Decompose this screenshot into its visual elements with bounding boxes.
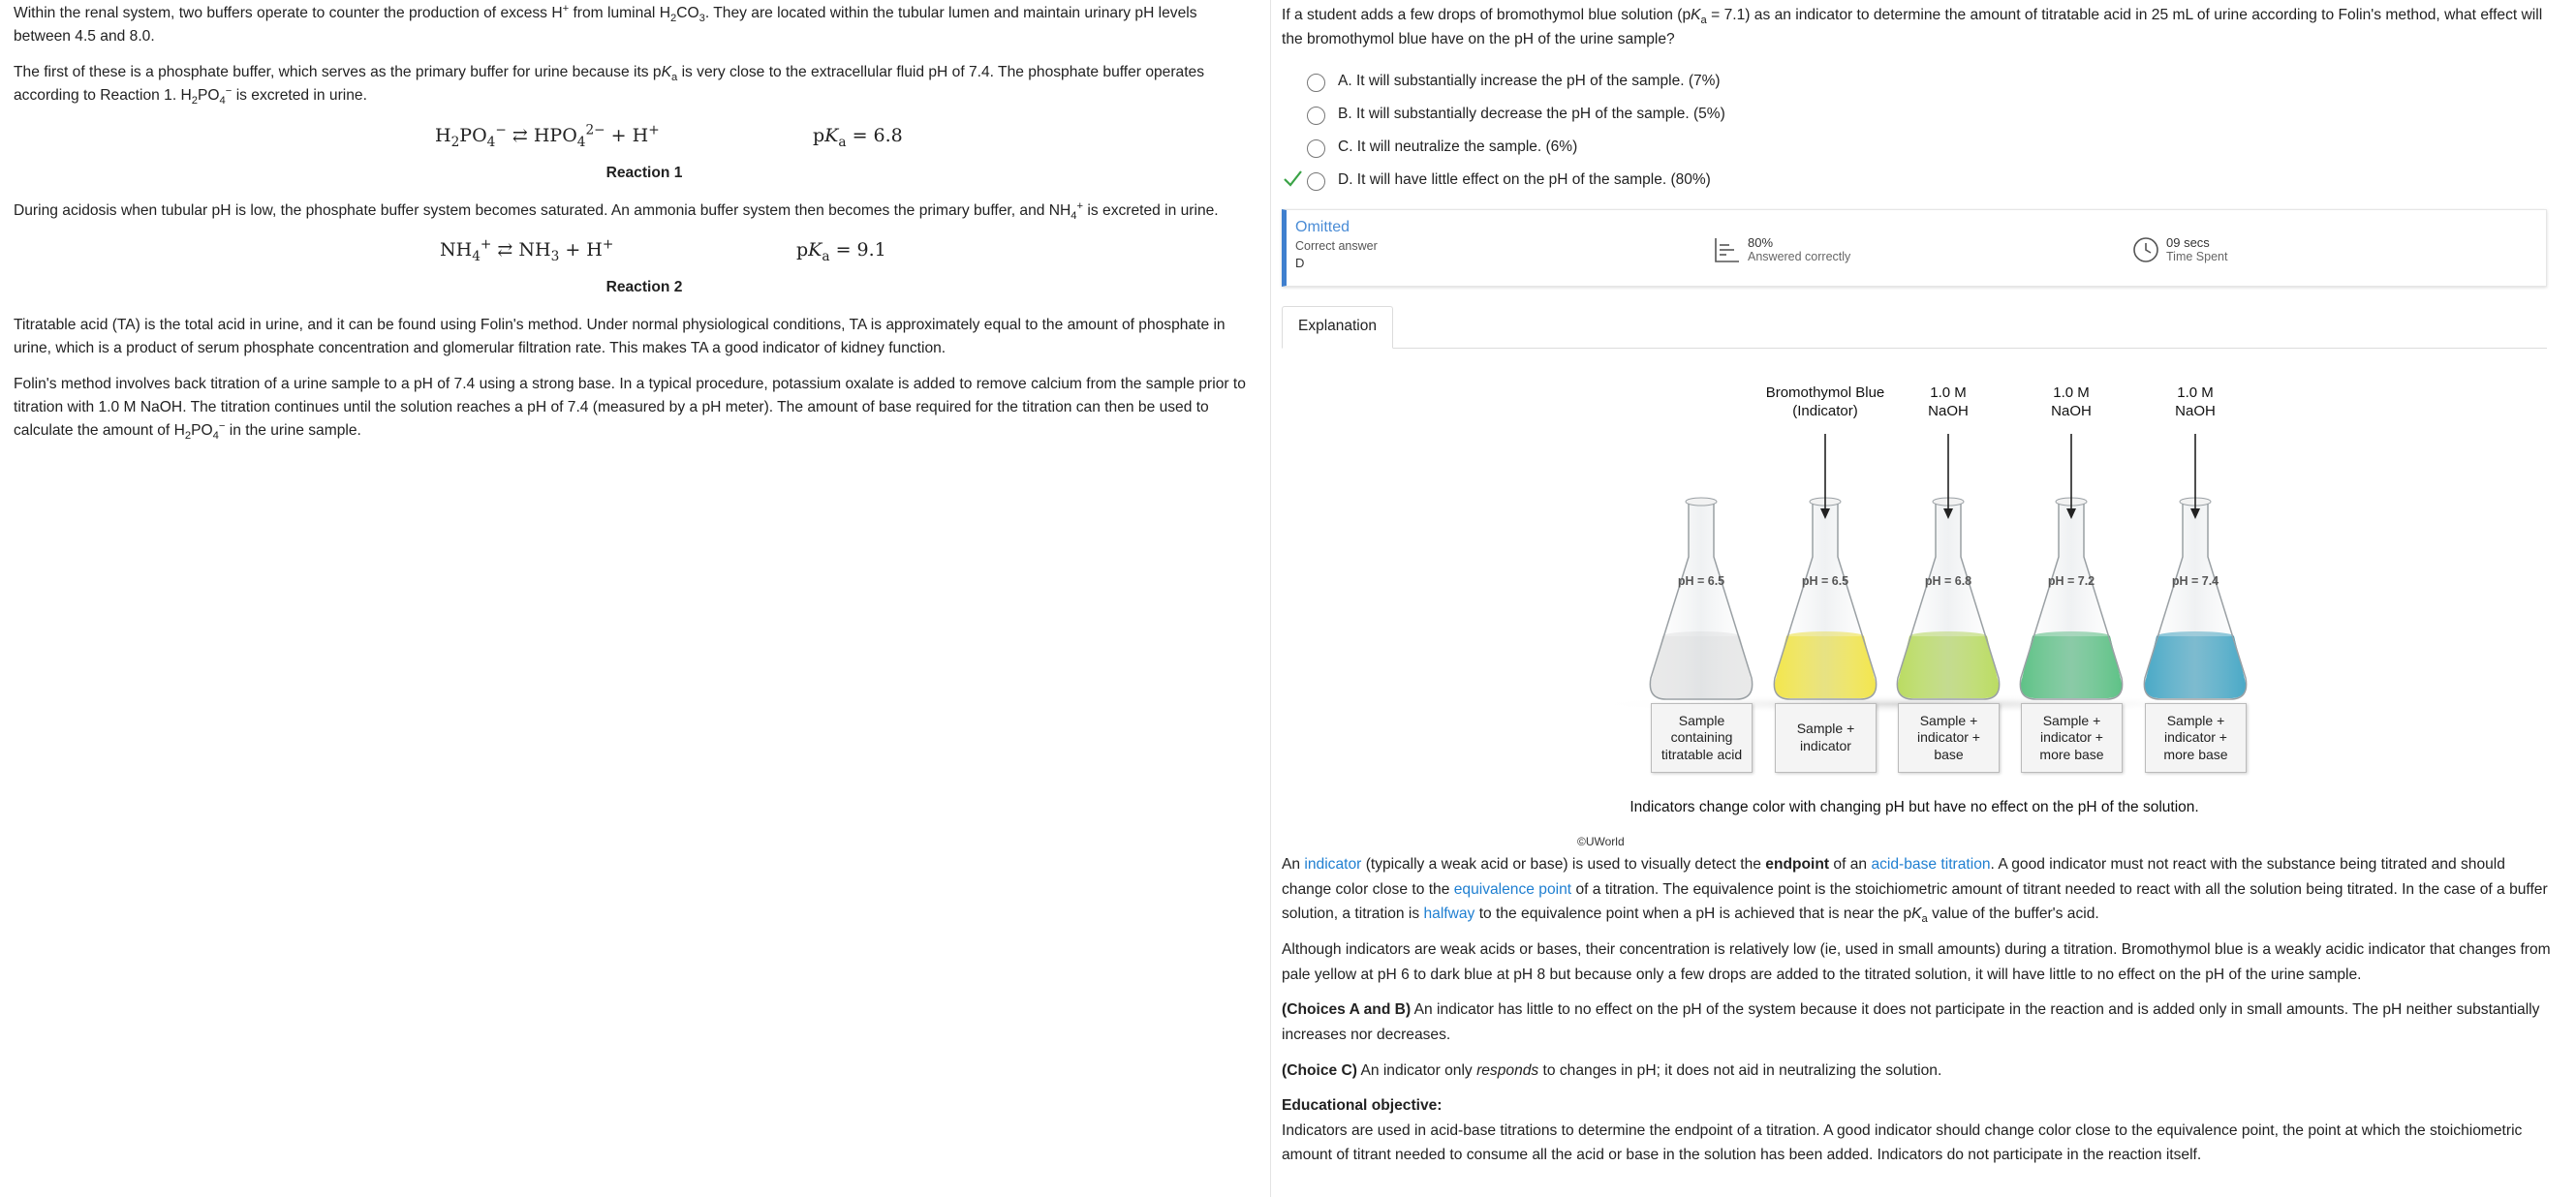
percent-correct-value: 80%: [1748, 234, 1774, 250]
radio-button[interactable]: [1307, 172, 1325, 191]
flask-description-box: Sample + indicator: [1775, 703, 1877, 773]
choice-d[interactable]: [1282, 165, 2566, 198]
flask: [1897, 498, 1999, 699]
reaction-1-label: Reaction 1: [605, 164, 683, 181]
reaction-2-pka: $pK_a = 9.1$: [796, 238, 886, 264]
choice-c[interactable]: [1282, 132, 2566, 165]
reaction-2-label: Reaction 2: [605, 278, 683, 295]
time-spent-value: 09 secs: [2166, 234, 2210, 250]
tab-bar: [1282, 306, 2547, 349]
percent-correct-label: Answered correctly: [1748, 250, 1851, 264]
link-indicator[interactable]: indicator: [1304, 855, 1362, 873]
link-acid-base-titration[interactable]: acid-base titration: [1871, 855, 1991, 873]
choice-label: A. It will substantially increase the pH of the sample. (7%): [1338, 73, 1721, 90]
answer-choices: [1282, 66, 2566, 198]
explanation-paragraph-3: (Choices A and B) An indicator has little to no effect on the pH of the system because it does not participate in the reaction and is added only in small amounts. The pH neither substantially increases nor decreases.: [1282, 1001, 2540, 1044]
radio-button[interactable]: [1307, 139, 1325, 158]
flask: [2144, 498, 2246, 699]
link-equivalence-point[interactable]: equivalence point: [1453, 880, 1572, 898]
flask-ph-label: pH = 6.5: [1801, 573, 1849, 588]
flask-ph-label: pH = 6.5: [1677, 573, 1725, 588]
flask-glass: [2144, 502, 2246, 699]
explanation-body: [1282, 852, 2551, 1168]
flask-description-box: Sample + indicator + more base: [2021, 703, 2123, 773]
choice-a[interactable]: [1282, 66, 2566, 99]
educational-objective-text: Indicators are used in acid-base titrations to determine the endpoint of a titration. A good indicator should change color close to the equivalence point, the point at which the stoichiometric amount of titrant needed to consume all the acid or base in the solution has been added. Indicators do not participate in the reaction itself.: [1282, 1121, 2523, 1164]
choice-b[interactable]: [1282, 99, 2566, 132]
educational-objective-title: Educational objective:: [1282, 1096, 1443, 1114]
flask-glass: [1650, 502, 1752, 699]
time-spent-label: Time Spent: [2166, 250, 2228, 264]
passage-paragraph-2: The first of these is a phosphate buffer, which serves as the primary buffer for urine because its $pK_a$ is very close to the extracellular fluid pH of 7.4. The phosphate buffer operates according to Reaction 1. $H_2PO_4^-$ is excreted in urine.: [14, 64, 1205, 107]
checkmark-icon: [1282, 168, 1303, 189]
correct-answer-label: Correct answer: [1295, 238, 1378, 253]
radio-button[interactable]: [1307, 107, 1325, 125]
figure-caption: Indicators change color with changing pH but have no effect on the pH of the solution.: [1629, 798, 2199, 815]
explanation-paragraph-2: Although indicators are weak acids or bases, their concentration is relatively low (ie, used in small amounts) during a titration. Bromothymol blue is a weakly acidic indicator that changes from pale yellow at pH 6 to dark blue at pH 8 but because only a few drops are added to the titrated solution, it will have little to no effect on the pH of the urine sample.: [1282, 941, 2551, 983]
reagent-label: 1.0 M NaOH: [2175, 384, 2216, 420]
flask-ph-label: pH = 7.4: [2171, 573, 2219, 588]
flask-description-box: Sample containing titratable acid: [1651, 703, 1753, 773]
reagent-label: 1.0 M NaOH: [2051, 384, 2092, 420]
question-pane: [1272, 0, 2576, 1197]
flask-rim: [1686, 498, 1717, 506]
explanation-paragraph-4: (Choice C) An indicator only responds to changes in pH; it does not aid in neutralizing the solution.: [1282, 1061, 1942, 1079]
explanation-paragraph-1: An indicator (typically a weak acid or base) is used to visually detect the endpoint of an acid-base titration. A good indicator must not react with the substance being titrated and should change color close to the equivalence point of a titration. The equivalence point is the stoichiometric amount of titrant needed to react with all the solution being titrated. In the case of a buffer solution, a titration is halfway to the equivalence point when a pH is achieved that is near the $pK_a$ value of the buffer's acid.: [1282, 855, 2548, 926]
tab-explanation[interactable]: Explanation: [1282, 306, 1393, 349]
flask-ph-label: pH = 7.2: [2047, 573, 2095, 588]
flask: [1774, 498, 1876, 699]
choice-label: B. It will substantially decrease the pH of the sample. (5%): [1338, 106, 1725, 123]
flask-glass: [1897, 502, 1999, 699]
reaction-2-equation: [14, 235, 1257, 270]
percent-correct-stat: [1713, 235, 1850, 265]
reagent-label: Bromothymol Blue (Indicator): [1765, 384, 1885, 420]
choice-label: D. It will have little effect on the pH of the sample. (80%): [1338, 171, 1711, 189]
reagent-label: 1.0 M NaOH: [1928, 384, 1969, 420]
reaction-1-equation: [14, 121, 1257, 156]
passage-paragraph-3: During acidosis when tubular pH is low, the phosphate buffer system becomes saturated. An ammonia buffer system then becomes the primary buffer, and $NH_4^+$ is excreted in urine.: [14, 200, 1219, 222]
flask: [2020, 498, 2122, 699]
radio-button[interactable]: [1307, 74, 1325, 92]
passage-paragraph-4: Titratable acid (TA) is the total acid in urine, and it can be found using Folin's method. Under normal physiological conditions, TA is approximately equal to the amount of phosphate in urine, which is a product of serum phosphate concentration and glomerular filtration rate. This makes TA a good indicator of kidney function.: [14, 316, 1226, 356]
clock-icon: [2131, 235, 2160, 264]
flask-glass: [1774, 502, 1876, 699]
correct-answer-value: D: [1295, 255, 1305, 270]
reaction-1-pka: $pK_a = 6.8$: [813, 124, 903, 150]
reaction-2-formula: $NH_4^+$ ⇄ $NH_3 + H^+$: [440, 236, 614, 264]
titration-figure: [1282, 349, 2547, 848]
link-halfway[interactable]: halfway: [1423, 905, 1475, 923]
flask-description-box: Sample + indicator + more base: [2145, 703, 2247, 773]
answer-stats-card: [1282, 209, 2547, 287]
choice-label: C. It will neutralize the sample. (6%): [1338, 138, 1578, 156]
time-spent-stat: [2131, 235, 2227, 265]
passage-paragraph-1: Within the renal system, two buffers operate to counter the production of excess H+ from luminal $H_2CO_3$. They are located within the tubular lumen and maintain urinary pH levels between 4.5 and 8.0.: [14, 2, 1197, 46]
question-stem: If a student adds a few drops of bromothymol blue solution $(pK_a = 7.1)$ as an indicator to determine the amount of titratable acid in 25 mL of urine according to Folin's method, what effect will the bromothymol blue have on the pH of the urine sample?: [1282, 7, 2543, 47]
reaction-1-formula: $H_2PO_4^-$ ⇄ $HPO_4^{2-} + H^+$: [435, 122, 660, 150]
passage-pane: [0, 0, 1271, 1197]
flask-description-box: Sample + indicator + base: [1898, 703, 2000, 773]
flask: [1650, 498, 1752, 699]
passage-paragraph-5: Folin's method involves back titration of a urine sample to a pH of 7.4 using a strong base. In a typical procedure, potassium oxalate is added to remove calcium from the sample prior to titration with 1.0 M NaOH. The titration continues until the solution reaches a pH of 7.4 (measured by a pH meter). The amount of base required for the titration can then be used to calculate the amount of $H_2PO_4^-$ in the urine sample.: [14, 375, 1246, 443]
answer-status: Omitted: [1295, 218, 1350, 235]
flask-glass: [2020, 502, 2122, 699]
figure-credit: ©UWorld: [1577, 834, 1625, 848]
bar-chart-icon: [1713, 235, 1742, 264]
flask-ph-label: pH = 6.8: [1924, 573, 1972, 588]
